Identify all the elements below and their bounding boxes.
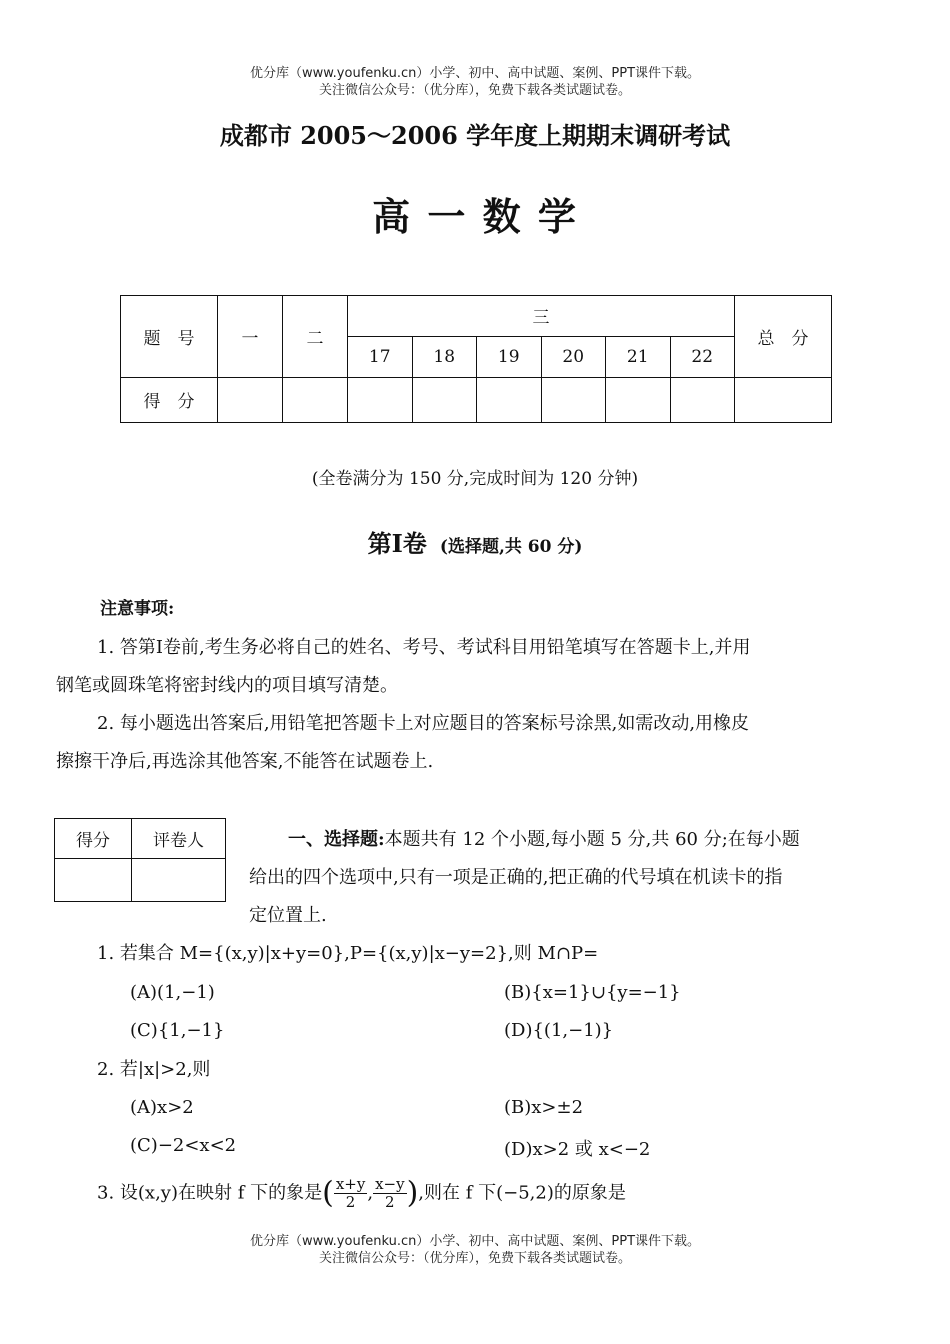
section1-line-1-text: 本题共有 12 个小题,每小题 5 分,共 60 分;在每小题 — [384, 829, 800, 850]
score-cell — [412, 377, 477, 422]
question-1-option-a: (A)(1,−1) — [130, 982, 215, 1003]
question-3-suffix: ,则在 f 下(−5,2)的原象是 — [418, 1182, 626, 1204]
score-table-sub-col: 17 — [348, 336, 413, 377]
grader-box-score-cell — [55, 859, 132, 902]
score-table-label-question: 题 号 — [121, 296, 218, 378]
score-table-col-1: 一 — [218, 296, 283, 378]
open-paren: ( — [322, 1175, 334, 1211]
score-table-sub-col: 20 — [541, 336, 606, 377]
question-2-option-a: (A)x>2 — [130, 1097, 194, 1118]
notice-item-1-line-1: 1. 答第Ⅰ卷前,考生务必将自己的姓名、考号、考试科目用铅笔填写在答题卡上,并用 — [97, 637, 751, 658]
score-cell — [477, 377, 542, 422]
score-cell — [218, 377, 283, 422]
score-table-total: 总 分 — [735, 296, 832, 378]
notice-item-1-line-2: 钢笔或圆珠笔将密封线内的项目填写清楚。 — [56, 675, 398, 696]
question-1-option-c: (C){1,−1} — [130, 1020, 225, 1041]
notice-item-2-line-1: 2. 每小题选出答案后,用铅笔把答题卡上对应题目的答案标号涂黑,如需改动,用橡皮 — [97, 713, 750, 734]
part1-title: 第Ⅰ卷 — [367, 529, 427, 558]
fraction-1-numerator: x+y — [335, 1175, 366, 1193]
grader-box-grader-label: 评卷人 — [132, 819, 226, 859]
question-2-option-d: (D)x>2 或 x<−2 — [504, 1139, 651, 1160]
score-cell — [541, 377, 606, 422]
grader-box — [54, 818, 226, 902]
score-cell — [283, 377, 348, 422]
fraction-1 — [334, 1176, 368, 1211]
question-2-option-b: (B)x>±2 — [504, 1097, 584, 1118]
fraction-2 — [373, 1176, 407, 1211]
section1-line-1 — [288, 828, 800, 852]
question-1-option-d: (D){(1,−1)} — [504, 1020, 614, 1041]
section1-line-2: 给出的四个选项中,只有一项是正确的,把正确的代号填在机读卡的指 — [249, 867, 783, 888]
footer-line-1: 优分库（www.youfenku.cn）小学、初中、高中试题、案例、PPT课件下载。 — [249, 1234, 701, 1249]
section1-line-3: 定位置上. — [249, 905, 327, 926]
score-table-sub-col: 18 — [412, 336, 477, 377]
header-line-2: 关注微信公众号：（优分库），免费下载各类试题试卷。 — [318, 83, 631, 98]
score-table-sub-col: 19 — [477, 336, 542, 377]
question-1-stem: 1. 若集合 M={(x,y)|x+y=0},P={(x,y)|x−y=2},则 M∩P= — [97, 943, 599, 964]
fraction-1-denominator: 2 — [345, 1193, 356, 1211]
part1-heading — [0, 524, 950, 559]
grader-box-score-label: 得分 — [55, 819, 132, 859]
score-cell — [735, 377, 832, 422]
exam-title: 成都市 2005～2006 学年度上期期末调研考试 — [219, 121, 731, 150]
notice-item-2-line-2: 擦擦干净后,再选涂其他答案,不能答在试题卷上. — [56, 751, 434, 772]
question-1-option-b: (B){x=1}∪{y=−1} — [504, 982, 681, 1003]
full-marks-note: (全卷满分为 150 分,完成时间为 120 分钟) — [311, 469, 639, 489]
question-3-stem: 3. 设(x,y)在映射 f 下的象是( $\frac{x+y}{2}$ , $\frac{x-y}{2}$ ),则在 f 下(−5,2)的原象是 — [97, 1175, 626, 1211]
fraction-2-numerator: x−y — [375, 1175, 405, 1193]
score-cell — [606, 377, 671, 422]
fraction-2-denominator: 2 — [385, 1193, 395, 1211]
score-table-sub-col: 22 — [670, 336, 735, 377]
score-cell — [670, 377, 735, 422]
question-2-option-c: (C)−2<x<2 — [130, 1135, 237, 1156]
score-cell — [348, 377, 413, 422]
grader-box-grader-cell — [132, 859, 226, 902]
notice-heading: 注意事项: — [100, 599, 175, 619]
header-line-1: 优分库（www.youfenku.cn）小学、初中、高中试题、案例、PPT课件下载。 — [249, 66, 701, 81]
section1-title: 一、选择题: — [288, 829, 385, 850]
question-2-stem: 2. 若|x|>2,则 — [97, 1059, 211, 1080]
score-table-sub-col: 21 — [606, 336, 671, 377]
footer-line-2: 关注微信公众号：（优分库），免费下载各类试题试卷。 — [318, 1251, 631, 1266]
score-table-col-3: 三 — [348, 296, 735, 337]
part1-subtitle: (选择题,共 60 分) — [439, 537, 583, 557]
subject-title: 高 一 数 学 — [372, 194, 578, 239]
close-paren: ) — [406, 1175, 419, 1211]
score-table — [120, 295, 832, 423]
score-table-col-2: 二 — [283, 296, 348, 378]
question-3-prefix: 3. 设(x,y)在映射 f 下的象是 — [97, 1182, 323, 1204]
score-table-label-score: 得 分 — [121, 377, 218, 422]
